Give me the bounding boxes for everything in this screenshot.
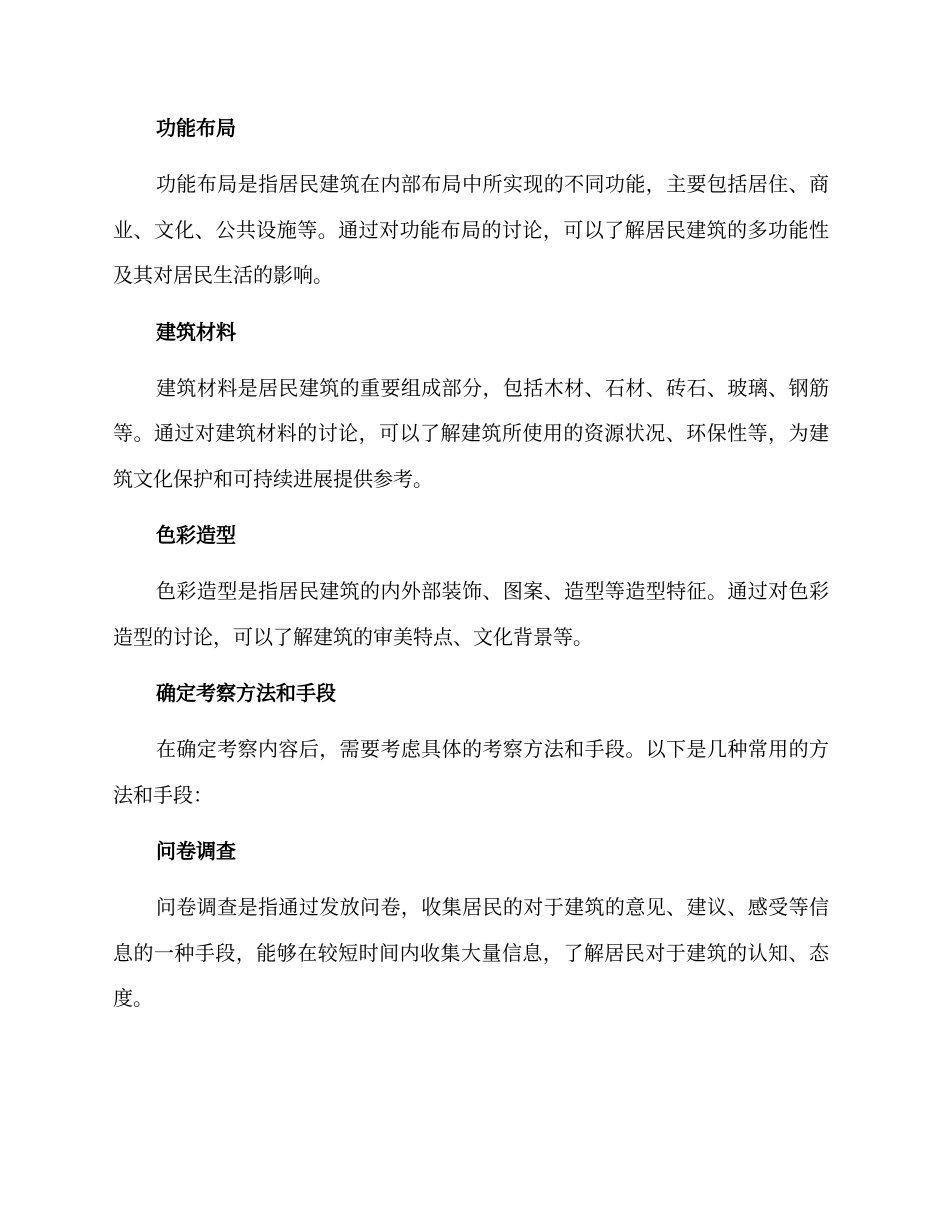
section-heading-color-form: 色彩造型 [156,523,236,547]
section-body-color-form: 色彩造型是指居民建筑的内外部装饰、图案、造型等造型特征。通过对色彩造型的讨论，可以了解建筑的审美特点、文化背景等。 [113,579,829,649]
section-heading-survey-methods: 确定考察方法和手段 [156,681,336,705]
section-body-survey-methods: 在确定考察内容后，需要考虑具体的考察方法和手段。以下是几种常用的方法和手段： [113,737,829,807]
section-heading-functional-layout: 功能布局 [156,116,236,140]
section-body-building-materials: 建筑材料是居民建筑的重要组成部分，包括木材、石材、砖石、玻璃、钢筋等。通过对建筑材料的讨论，可以了解建筑所使用的资源状况、环保性等，为建筑文化保护和可持续进展提供参考。 [113,375,829,491]
section-heading-building-materials: 建筑材料 [156,319,236,344]
document-content [113,111,829,1022]
section-heading-questionnaire: 问卷调查 [156,839,236,863]
section-body-functional-layout: 功能布局是指居民建筑在内部布局中所实现的不同功能，主要包括居住、商业、文化、公共设施等。通过对功能布局的讨论，可以了解居民建筑的多功能性及其对居民生活的影响。 [113,172,829,287]
section-body-questionnaire: 问卷调查是指通过发放问卷，收集居民的对于建筑的意见、建议、感受等信息的一种手段，能够在较短时间内收集大量信息，了解居民对于建筑的认知、态度。 [113,895,829,1010]
